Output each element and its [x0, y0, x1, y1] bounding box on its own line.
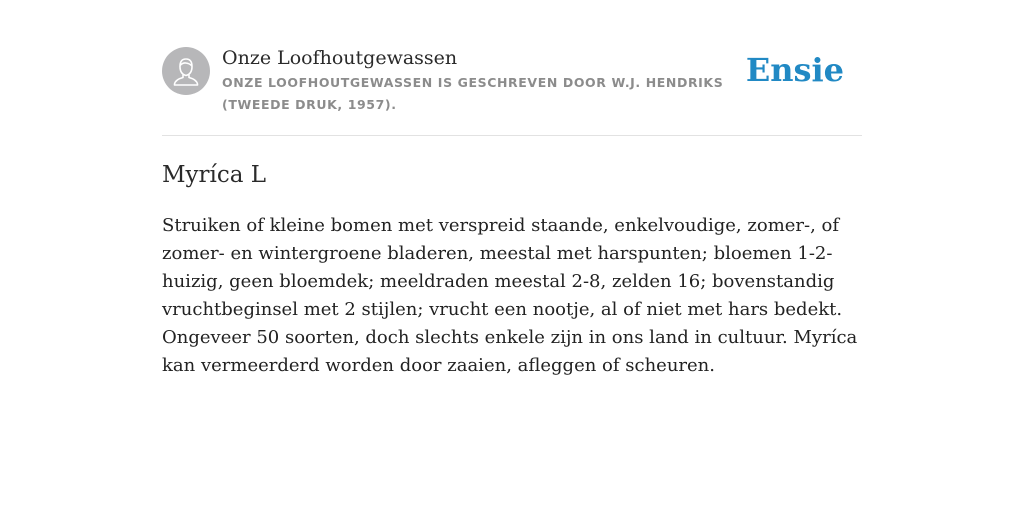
user-silhouette-icon	[162, 47, 210, 95]
source-avatar[interactable]	[162, 47, 210, 95]
entry-title: Myríca L	[162, 162, 267, 188]
ensie-logo-link[interactable]: Ensie	[745, 51, 844, 89]
source-title[interactable]: Onze Loofhoutgewassen	[222, 47, 458, 69]
source-description: ONZE LOOFHOUTGEWASSEN IS GESCHREVEN DOOR W.J. HENDRIKS (TWEEDE DRUK, 1957).	[222, 75, 724, 112]
source-header	[162, 46, 862, 136]
entry-body: Struiken of kleine bomen met verspreid staande, enkelvoudige, zomer-, of zomer- en wintergroene bladeren, meestal met harspunten; bloemen 1-2-huizig, geen bloemdek; meeldraden meestal 2-8, zelden 16; bovenstandig vruchtbeginsel met 2 stijlen; vrucht een nootje, al of niet met hars bedekt. Ongeveer 50 soorten, doch slechts enkele zijn in ons land in cultuur. Myríca kan vermeerderd worden door zaaien, afleggen of scheuren.	[162, 215, 858, 376]
